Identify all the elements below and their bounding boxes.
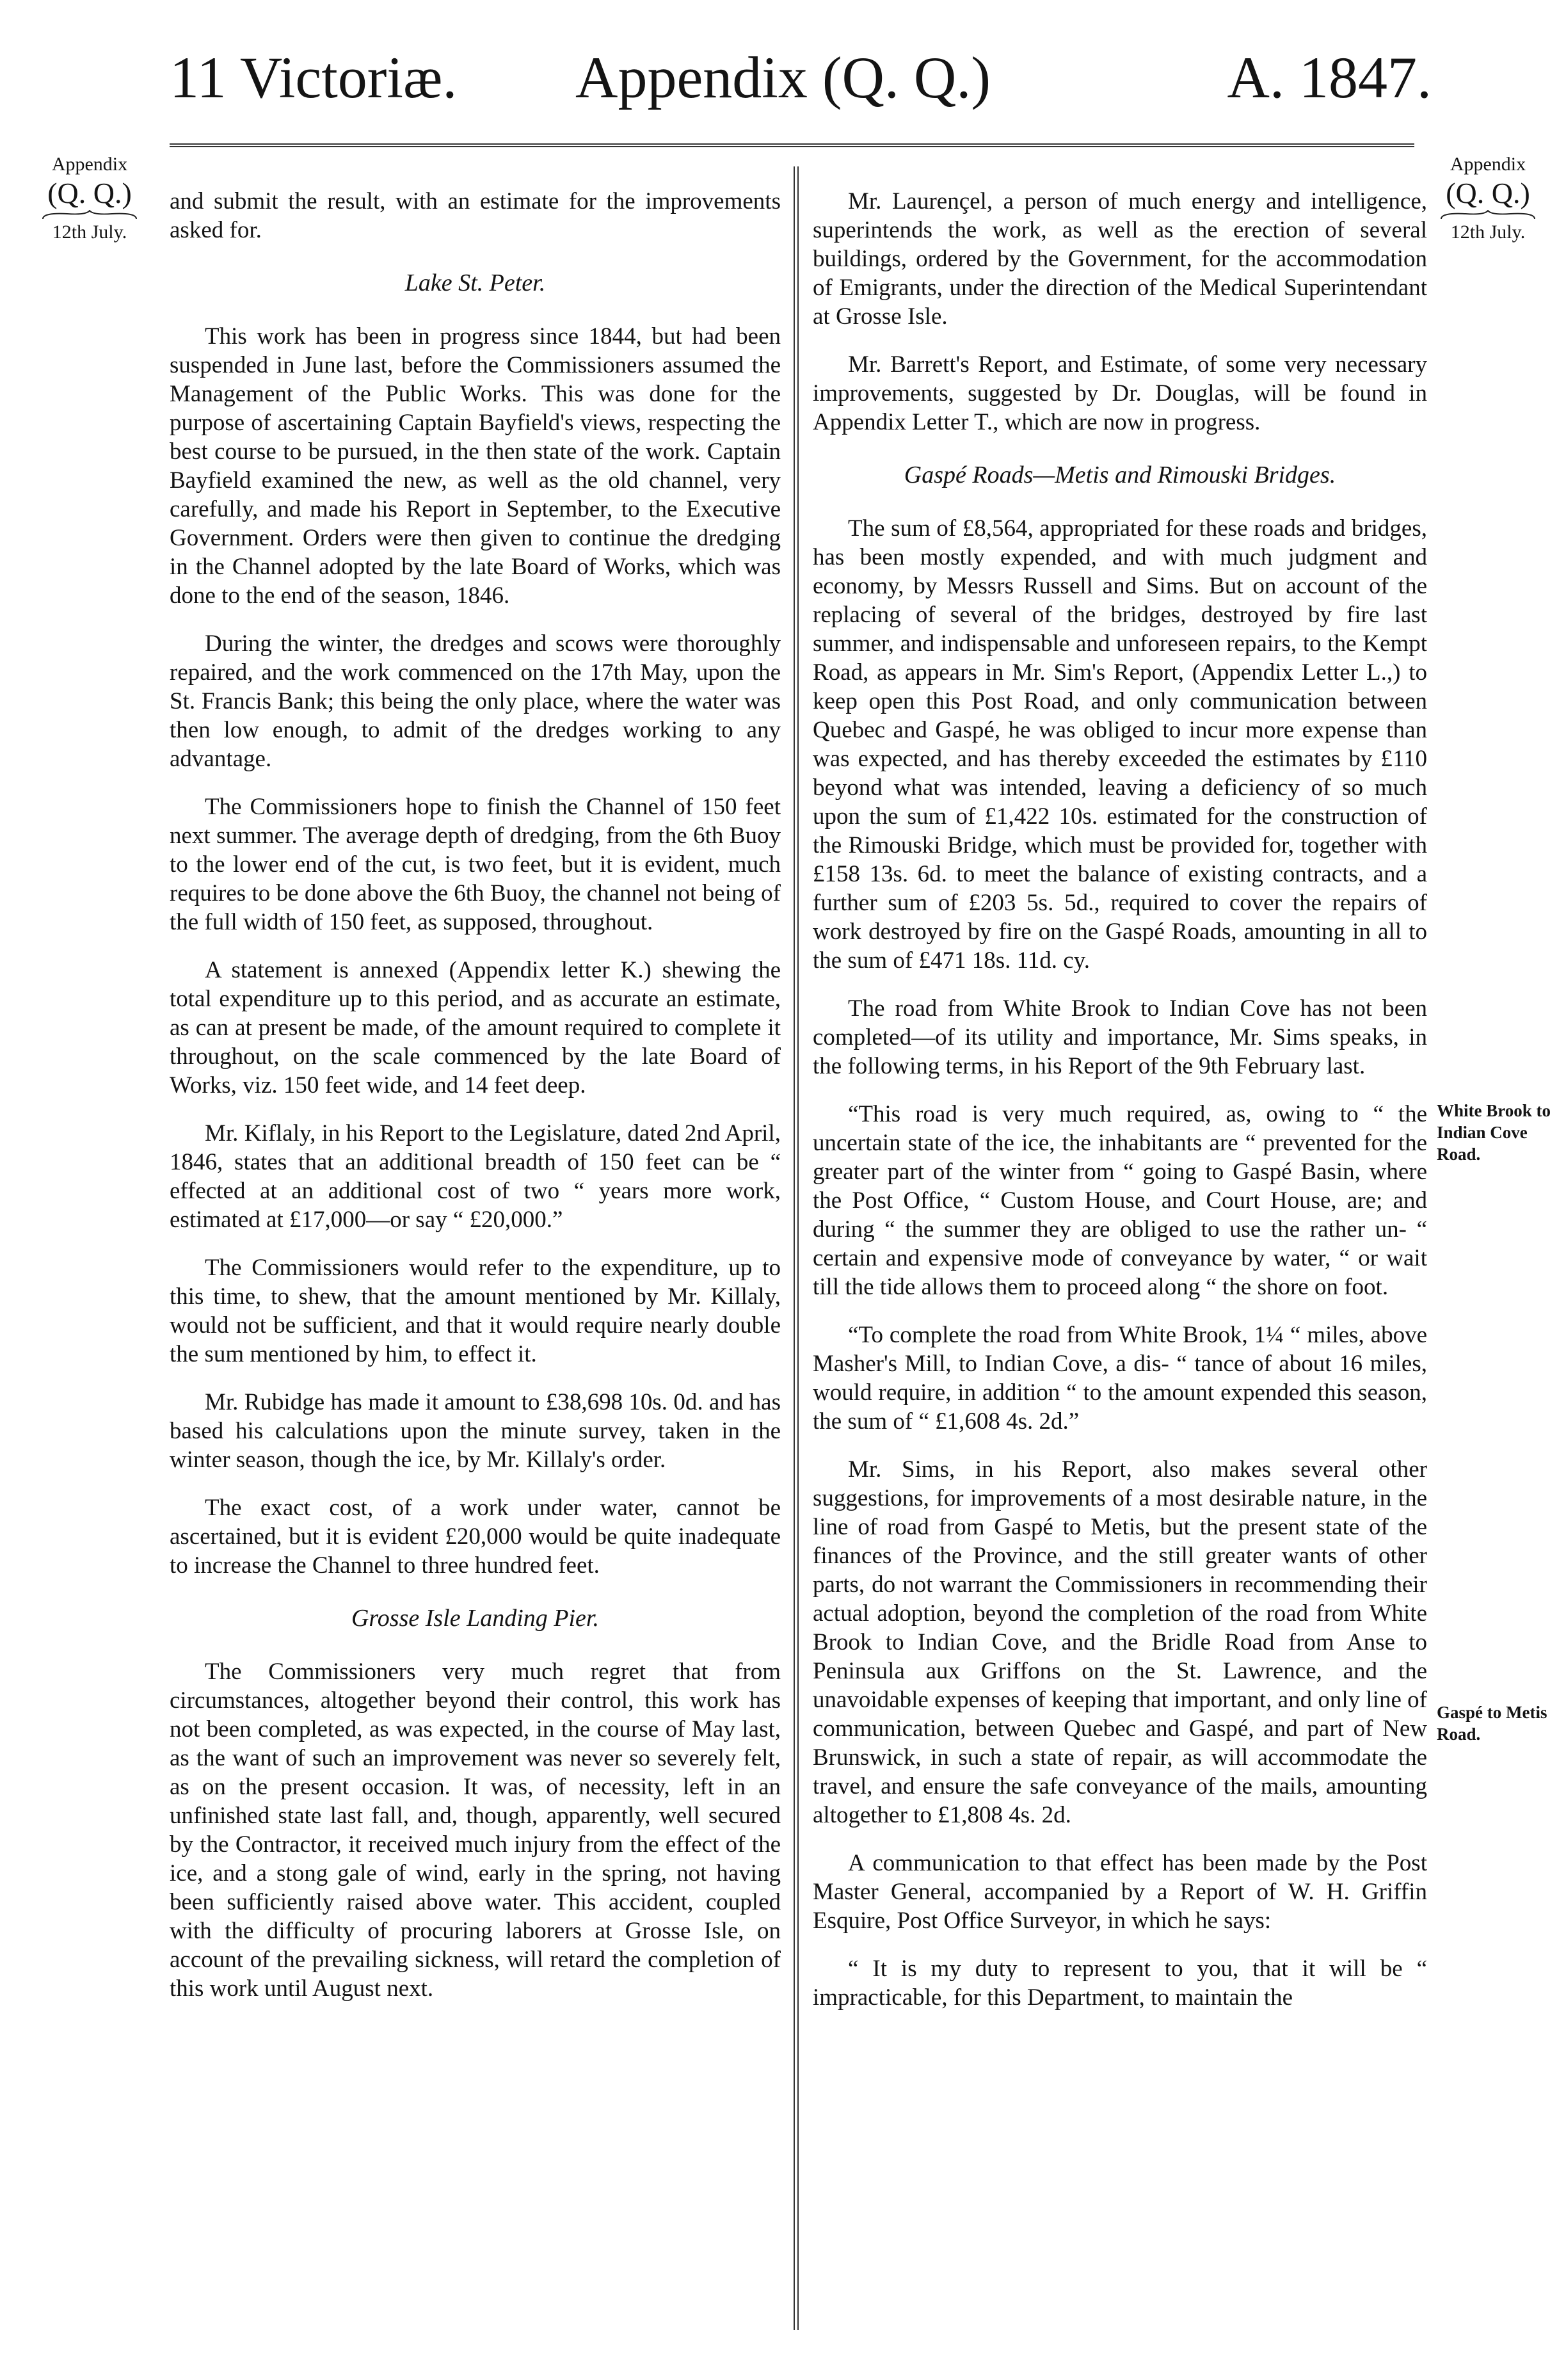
margin-note-date: 12th July. <box>52 221 127 243</box>
page-header <box>0 36 1566 119</box>
right-column <box>813 187 1427 2031</box>
margin-note-label: Appendix <box>51 154 128 175</box>
paragraph: This work has been in progress since 1844, but had been suspended in June last, before the Commissioners assumed the Management of the Public Works. This was done for the purpose of ascertaining Captain Bayfield's views, respecting the best course to be pursued, in the then state of the work. Captain Bayfield examined the new, as well as the old channel, very carefully, and made his Report in September, to the Executive Government. Orders were then given to continue the dredging in the Channel adopted by the late Board of Works, which was done to the end of the season, 1846. <box>170 323 781 609</box>
paragraph: Mr. Rubidge has made it amount to £38,698 10s. 0d. and has based his calculations upon the minute survey, taken in the winter season, though the ice, by Mr. Killaly's order. <box>170 1389 781 1473</box>
column-divider <box>794 166 799 2330</box>
left-column <box>170 187 781 2022</box>
brace-icon <box>1440 210 1536 220</box>
side-note-gaspe-metis: Gaspé to Metis Road. <box>1437 1703 1547 1744</box>
margin-note-right <box>1424 152 1552 245</box>
paragraph: The exact cost, of a work under water, cannot be ascertained, but it is evident £20,000 would be quite inadequate to increase the Channel to three hundred feet. <box>170 1495 781 1579</box>
paragraph: “To complete the road from White Brook, 1¼ “ miles, above Masher's Mill, to Indian Cove, a dis- “ tance of about 16 miles, would require, in addition “ to the amount expended this season, the sum of “ £1,608 4s. 2d.” <box>813 1322 1427 1435</box>
paragraph: Mr. Barrett's Report, and Estimate, of some very necessary improvements, suggested by Dr. Douglas, will be found in Appendix Letter T., which are now in progress. <box>813 351 1427 435</box>
margin-note-qq: (Q. Q.) <box>1446 177 1530 209</box>
paragraph: A statement is annexed (Appendix letter K.) shewing the total expenditure up to this period, and as accurate an estimate, as can at present be made, of the amount required to complete it throughout, on the scale commenced by the late Board of Works, viz. 150 feet wide, and 14 feet deep. <box>170 957 781 1098</box>
paragraph: Mr. Kiflaly, in his Report to the Legislature, dated 2nd April, 1846, states that an additional breadth of 150 feet can be “ effected at an additional cost of two “ years more work, estimated at £17,000—or say “ £20,000.” <box>170 1120 781 1233</box>
header-session: 11 Victoriæ. <box>170 45 458 110</box>
paragraph: The Commissioners would refer to the expenditure, up to this time, to shew, that the amount mentioned by Mr. Killaly, would not be sufficient, and that it would require nearly double the sum mentioned by him, to effect it. <box>170 1255 781 1367</box>
header-rule <box>170 143 1414 147</box>
paragraph: The sum of £8,564, appropriated for these roads and bridges, has been mostly expended, and with much judgment and economy, by Messrs Russell and Sims. But on account of the replacing of several of the bridges, destroyed by fire last summer, and indispensable and unforeseen repairs, to the Kempt Road, as appears in Mr. Sim's Report, (Appendix Letter L.,) to keep open this Post Road, and only communication between Quebec and Gaspé, he was obliged to incur more expense than was expected, and has thereby exceeded the estimates by £110 beyond what was intended, leaving a deficiency of so much upon the sum of £1,422 10s. estimated for the construction of the Rimouski Bridge, which must be provided for, together with £158 13s. 6d. to meet the balance of existing contracts, and a further sum of £203 5s. 5d., required to cover the repairs of work destroyed by fire on the Gaspé Roads, amounting in all to the sum of £471 18s. 11d. cy. <box>813 515 1427 974</box>
header-year: A. 1847. <box>1227 45 1432 110</box>
paragraph: The Commissioners hope to finish the Channel of 150 feet next summer. The average depth of dredging, from the 6th Buoy to the lower end of the cut, is two feet, but it is evident, much requires to be done above the 6th Buoy, the channel not being of the full width of 150 feet, as supposed, throughout. <box>170 794 781 935</box>
paragraph: and submit the result, with an estimate for the improvements asked for. <box>170 188 781 243</box>
margin-note-left <box>26 152 154 245</box>
side-note-white-brook: White Brook to Indian Cove Road. <box>1437 1101 1551 1164</box>
margin-note-date: 12th July. <box>1450 221 1526 243</box>
paragraph: The Commissioners very much regret that from circumstances, altogether beyond their control, this work has not been completed, as was expected, in the course of May last, as the want of such an improvement was never so severely felt, as on the present occasion. It was, of necessity, left in an unfinished state last fall, and, though, apparently, well secured by the Contractor, it received much injury from the effect of the ice, and a stong gale of wind, early in the spring, not having been sufficiently raised above water. This accident, coupled with the difficulty of procuring laborers at Grosse Isle, on account of the prevailing sickness, will retard the completion of this work until August next. <box>170 1659 781 2002</box>
paragraph: “ It is my duty to represent to you, that it will be “ impracticable, for this Department, to maintain the <box>813 1956 1427 2011</box>
header-appendix-title: Appendix (Q. Q.) <box>575 45 991 110</box>
margin-note-label: Appendix <box>1450 154 1526 175</box>
paragraph: “This road is very much required, as, owing to “ the uncertain state of the ice, the inhabitants are “ prevented for the greater part of the winter from “ going to Gaspé Basin, where the Post Office, “ Custom House, and Court House, are; and during “ the summer they are obliged to use the rather un- “ certain and expensive mode of conveyance by water, “ or wait till the tide allows them to proceed along “ the shore on foot. <box>813 1101 1427 1300</box>
paragraph: Mr. Laurençel, a person of much energy and intelligence, superintends the work, as well as the erection of several buildings, ordered by the Government, for the accommodation of Emigrants, under the direction of the Medical Superintendant at Grosse Isle. <box>813 188 1427 330</box>
paragraph: The road from White Brook to Indian Cove has not been completed—of its utility and importance, Mr. Sims speaks, in the following terms, in his Report of the 9th February last. <box>813 995 1427 1079</box>
brace-icon <box>42 210 138 220</box>
section-heading: Lake St. Peter. <box>404 269 546 296</box>
paragraph: Mr. Sims, in his Report, also makes several other suggestions, for improvements of a most desirable nature, in the line of road from Gaspé to Metis, but the present state of the finances of the Province, and the still greater wants of other parts, do not warrant the Commissioners in recommending their actual adoption, beyond the completion of the road from White Brook to Indian Cove, and the Bridle Road from Anse to Peninsula aux Griffons on the St. Lawrence, and the unavoidable expenses of keeping that important, and only line of communication, between Quebec and Gaspé, and part of New Brunswick, in such a state of repair, as will accommodate the travel, and ensure the safe conveyance of the mails, amounting altogether to £1,808 4s. 2d. <box>813 1456 1427 1828</box>
section-heading: Gaspé Roads—Metis and Rimouski Bridges. <box>904 462 1336 488</box>
section-heading: Grosse Isle Landing Pier. <box>351 1605 600 1632</box>
paragraph: A communication to that effect has been made by the Post Master General, accompanied by a Report of W. H. Griffin Esquire, Post Office Surveyor, in which he says: <box>813 1850 1427 1934</box>
paragraph: During the winter, the dredges and scows were thoroughly repaired, and the work commenced on the 17th May, upon the St. Francis Bank; this being the only place, where the water was then low enough, to admit of the dredges working to any advantage. <box>170 631 781 772</box>
margin-note-qq: (Q. Q.) <box>47 177 132 209</box>
